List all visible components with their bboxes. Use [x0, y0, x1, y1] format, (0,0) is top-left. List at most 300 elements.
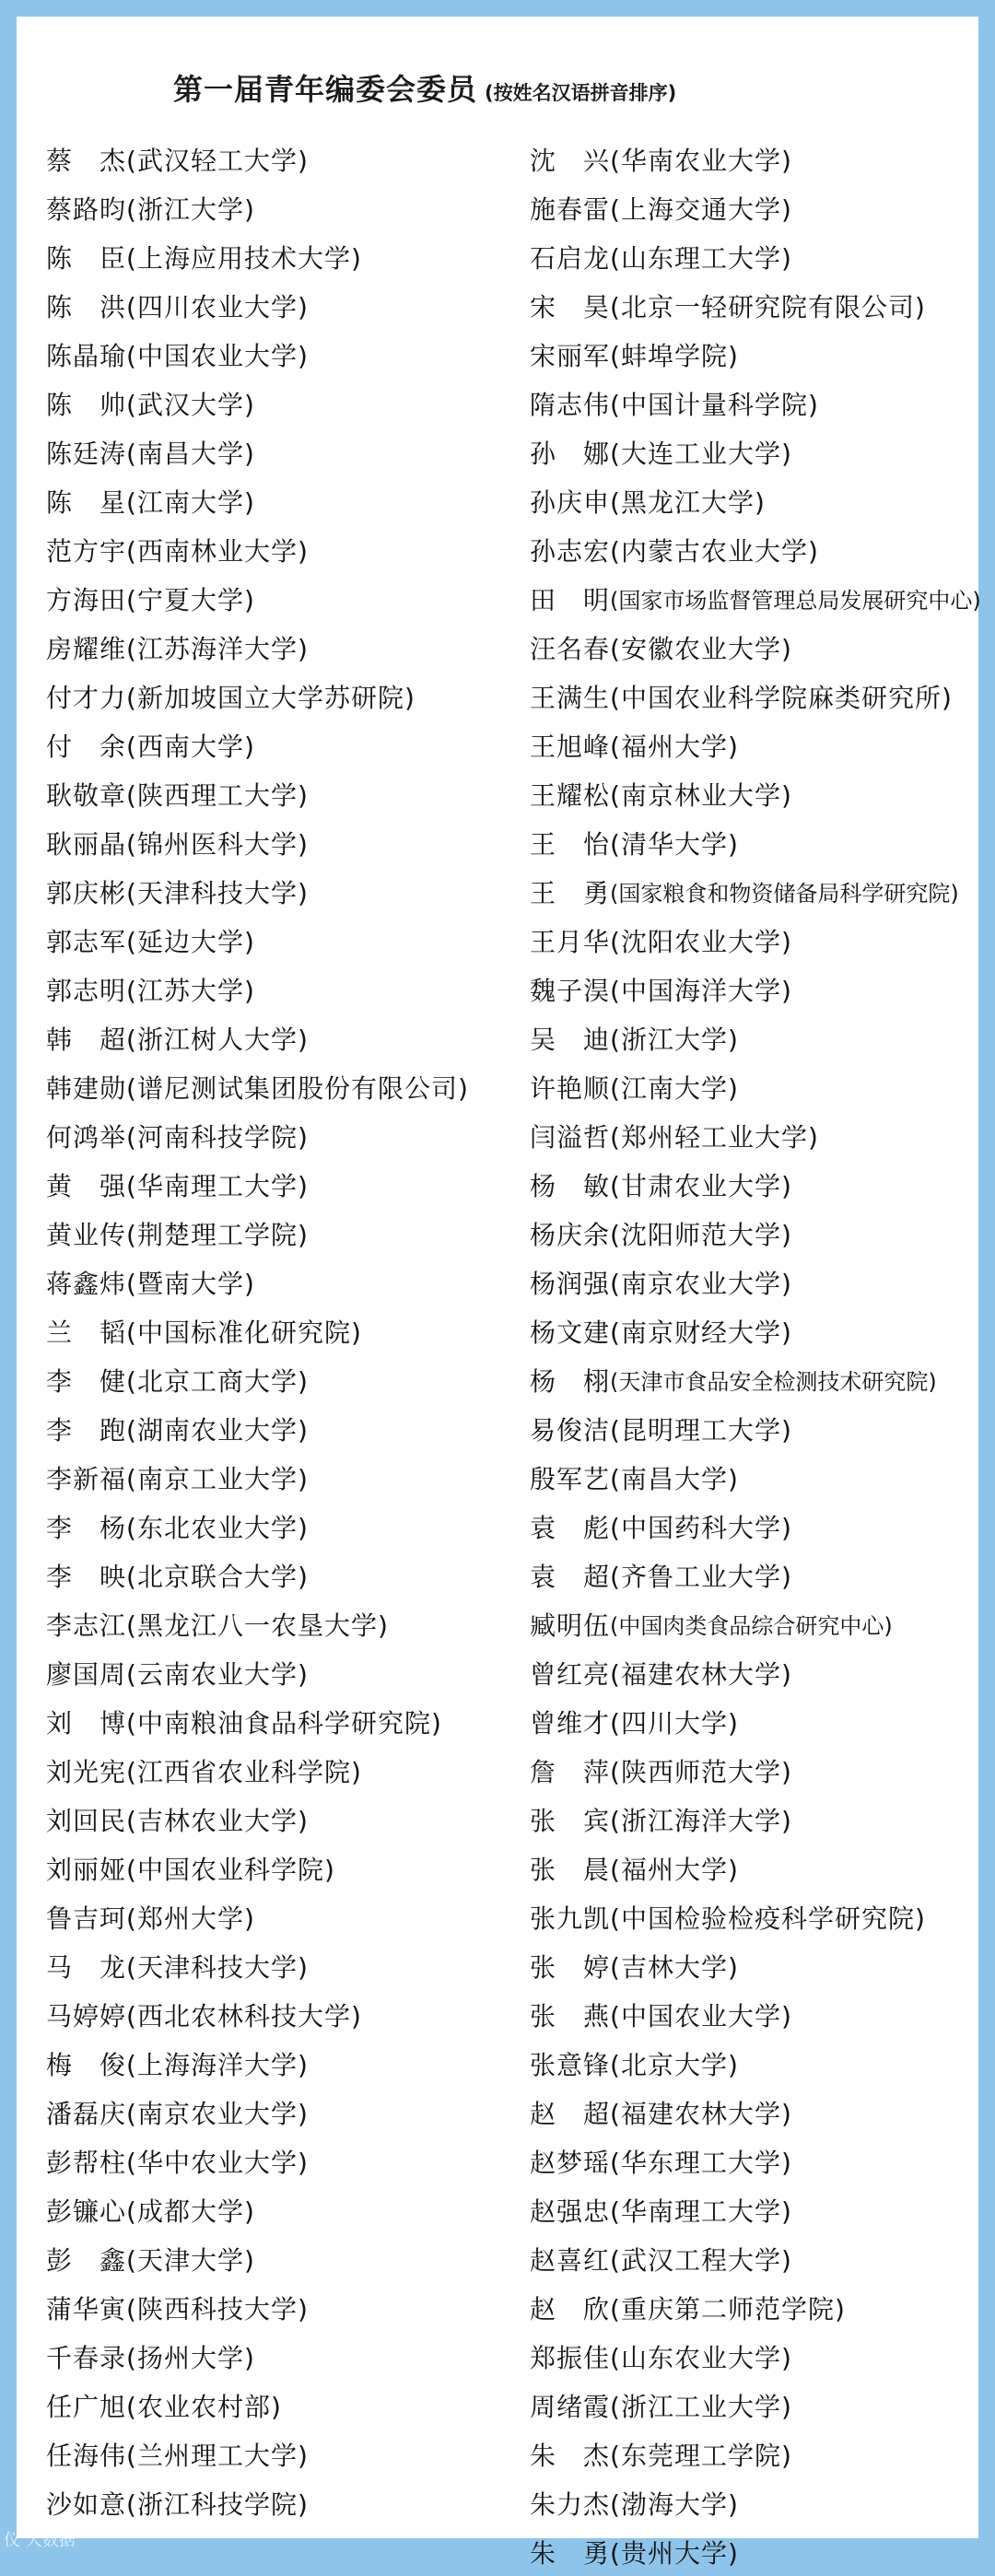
- member-row: [46, 1892, 469, 1941]
- member-affiliation: ( 安徽农业大学 ): [610, 629, 792, 666]
- member-affiliation: ( 北京大学 ): [610, 2045, 739, 2082]
- member-name: 王旭峰: [530, 727, 610, 764]
- member-row: [530, 2185, 981, 2234]
- member-affiliation: ( 中国农业科学院麻类研究所 ): [610, 678, 953, 715]
- member-row: [46, 1306, 469, 1355]
- member-row: [530, 1160, 981, 1209]
- member-name: 彭帮柱: [46, 2143, 126, 2180]
- member-affiliation: ( 浙江工业大学 ): [610, 2387, 792, 2424]
- member-name: 施春雷: [530, 190, 610, 227]
- member-affiliation: ( 东莞理工学院 ): [610, 2436, 792, 2473]
- member-name: 沙如意: [46, 2485, 126, 2522]
- member-affiliation: ( 中国海洋大学 ): [610, 971, 792, 1008]
- member-column-left: [46, 135, 469, 2527]
- member-affiliation: ( 南京农业大学 ): [610, 1264, 792, 1301]
- member-name: 詹 萍: [530, 1752, 610, 1789]
- member-affiliation: ( 清华大学 ): [610, 825, 739, 861]
- member-affiliation: ( 国家市场监督管理总局发展研究中心 ): [610, 582, 981, 615]
- member-name: 潘磊庆: [46, 2094, 126, 2131]
- member-affiliation: ( 华南理工大学 ): [126, 1166, 309, 1203]
- member-row: [530, 525, 981, 574]
- member-affiliation: ( 甘肃农业大学 ): [610, 1166, 792, 1203]
- member-name: 黄 强: [46, 1166, 126, 1203]
- member-row: [46, 1062, 469, 1111]
- member-affiliation: ( 农业农村部 ): [126, 2387, 282, 2424]
- member-name: 曾维才: [530, 1704, 610, 1740]
- member-row: [46, 818, 469, 867]
- member-affiliation: ( 江苏海洋大学 ): [126, 629, 309, 666]
- member-affiliation: ( 锦州医科大学 ): [126, 825, 309, 861]
- member-affiliation: ( 西南林业大学 ): [126, 532, 309, 568]
- member-row: [530, 1209, 981, 1258]
- member-row: [530, 1013, 981, 1062]
- member-name: 杨 栩: [530, 1362, 610, 1399]
- member-affiliation: ( 天津科技大学 ): [126, 873, 309, 910]
- member-affiliation: ( 福州大学 ): [610, 727, 739, 764]
- member-name: 陈 帅: [46, 385, 126, 422]
- member-name: 马 龙: [46, 1948, 126, 1985]
- member-name: 张 晨: [530, 1850, 610, 1887]
- member-row: [530, 1258, 981, 1306]
- member-row: [46, 427, 469, 476]
- header: [173, 66, 676, 109]
- member-row: [530, 769, 981, 818]
- member-name: 孙 娜: [530, 434, 610, 471]
- member-affiliation: ( 华东理工大学 ): [610, 2143, 792, 2180]
- member-name: 耿丽晶: [46, 825, 126, 861]
- member-affiliation: ( 山东农业大学 ): [610, 2338, 792, 2375]
- member-name: 杨润强: [530, 1264, 610, 1301]
- member-row: [530, 476, 981, 525]
- member-name: 韩建勋: [46, 1069, 126, 1106]
- member-row: [46, 2088, 469, 2137]
- member-name: 蒋鑫炜: [46, 1264, 126, 1301]
- member-name: 陈 星: [46, 483, 126, 520]
- member-row: [46, 1453, 469, 1502]
- member-name: 方海田: [46, 580, 126, 617]
- member-affiliation: ( 江苏大学 ): [126, 971, 255, 1008]
- member-affiliation: ( 郑州大学 ): [126, 1899, 255, 1936]
- member-name: 任广旭: [46, 2387, 126, 2424]
- member-row: [530, 2430, 981, 2478]
- member-affiliation: ( 中国标准化研究院 ): [126, 1313, 362, 1350]
- member-name: 兰 韬: [46, 1313, 126, 1350]
- sort-note: (按姓名汉语拼音排序): [485, 78, 676, 106]
- member-name: 刘光宪: [46, 1752, 126, 1789]
- member-name: 李 映: [46, 1557, 126, 1594]
- member-affiliation: ( 北京联合大学 ): [126, 1557, 309, 1594]
- member-name: 郭志军: [46, 922, 126, 959]
- member-row: [46, 769, 469, 818]
- member-affiliation: ( 西南大学 ): [126, 727, 255, 764]
- member-row: [46, 1502, 469, 1551]
- member-name: 陈 臣: [46, 239, 126, 275]
- member-name: 耿敬章: [46, 776, 126, 813]
- member-affiliation: ( 四川大学 ): [610, 1704, 739, 1740]
- member-row: [46, 2039, 469, 2088]
- member-name: 田 明: [530, 580, 610, 617]
- member-affiliation: ( 贵州大学 ): [610, 2534, 739, 2570]
- member-name: 赵 欣: [530, 2289, 610, 2326]
- member-row: [46, 867, 469, 916]
- member-affiliation: ( 浙江大学 ): [610, 1020, 739, 1057]
- member-row: [46, 183, 469, 232]
- member-row: [46, 1355, 469, 1404]
- member-row: [530, 1746, 981, 1795]
- member-name: 闫溢哲: [530, 1118, 610, 1154]
- member-name: 张 婷: [530, 1948, 610, 1985]
- member-affiliation: ( 四川农业大学 ): [126, 287, 309, 324]
- member-row: [530, 672, 981, 720]
- member-row: [46, 1697, 469, 1746]
- member-affiliation: ( 福州大学 ): [610, 1850, 739, 1887]
- member-row: [530, 1697, 981, 1746]
- member-row: [530, 2527, 981, 2576]
- member-row: [46, 1990, 469, 2039]
- member-name: 郭庆彬: [46, 873, 126, 910]
- member-affiliation: ( 南昌大学 ): [610, 1459, 739, 1496]
- member-name: 张 燕: [530, 1996, 610, 2033]
- member-row: [530, 720, 981, 769]
- member-affiliation: ( 扬州大学 ): [126, 2338, 255, 2375]
- member-row: [46, 574, 469, 623]
- member-affiliation: ( 新加坡国立大学苏研院 ): [126, 678, 416, 715]
- member-affiliation: ( 中国农业科学院 ): [126, 1850, 335, 1887]
- member-affiliation: ( 武汉工程大学 ): [610, 2241, 792, 2277]
- member-row: [530, 2088, 981, 2137]
- member-name: 任海伟: [46, 2436, 126, 2473]
- member-name: 赵 超: [530, 2094, 610, 2131]
- member-name: 宋丽军: [530, 336, 610, 373]
- member-row: [46, 2137, 469, 2185]
- member-row: [46, 1746, 469, 1795]
- member-affiliation: ( 荆楚理工学院 ): [126, 1215, 309, 1252]
- member-row: [46, 2332, 469, 2381]
- member-row: [46, 330, 469, 379]
- member-name: 魏子淏: [530, 971, 610, 1008]
- member-row: [530, 818, 981, 867]
- member-affiliation: ( 齐鲁工业大学 ): [610, 1557, 792, 1594]
- member-affiliation: ( 天津大学 ): [126, 2241, 255, 2277]
- member-row: [46, 1209, 469, 1258]
- member-name: 隋志伟: [530, 385, 610, 422]
- member-row: [46, 2283, 469, 2332]
- member-name: 何鸿举: [46, 1118, 126, 1154]
- member-name: 王 怡: [530, 825, 610, 861]
- member-affiliation: ( 国家粮食和物资储备局科学研究院 ): [610, 875, 959, 907]
- member-name: 易俊洁: [530, 1411, 610, 1447]
- member-row: [530, 867, 981, 916]
- member-affiliation: ( 宁夏大学 ): [126, 580, 255, 617]
- member-name: 付才力: [46, 678, 126, 715]
- member-name: 石启龙: [530, 239, 610, 275]
- member-name: 李志江: [46, 1606, 126, 1643]
- member-row: [530, 1892, 981, 1941]
- member-affiliation: ( 东北农业大学 ): [126, 1508, 309, 1545]
- member-name: 宋 昊: [530, 287, 610, 324]
- member-name: 张九凯: [530, 1899, 610, 1936]
- member-affiliation: ( 江南大学 ): [126, 483, 255, 520]
- member-affiliation: ( 南京财经大学 ): [610, 1313, 792, 1350]
- member-row: [46, 476, 469, 525]
- member-affiliation: ( 北京工商大学 ): [126, 1362, 309, 1399]
- member-name: 刘丽娅: [46, 1850, 126, 1887]
- member-name: 郑振佳: [530, 2338, 610, 2375]
- member-affiliation: ( 陕西科技大学 ): [126, 2289, 309, 2326]
- member-row: [530, 2234, 981, 2283]
- member-row: [530, 379, 981, 427]
- member-name: 孙庆申: [530, 483, 610, 520]
- member-row: [530, 1306, 981, 1355]
- member-affiliation: ( 中国农业大学 ): [126, 336, 309, 373]
- member-name: 杨 敏: [530, 1166, 610, 1203]
- member-name: 周绪霞: [530, 2387, 610, 2424]
- member-affiliation: ( 蚌埠学院 ): [610, 336, 739, 373]
- member-row: [46, 1599, 469, 1648]
- member-affiliation: ( 上海应用技术大学 ): [126, 239, 362, 275]
- member-row: [530, 2283, 981, 2332]
- member-affiliation: ( 渤海大学 ): [610, 2485, 739, 2522]
- member-affiliation: ( 华南理工大学 ): [610, 2192, 792, 2229]
- member-row: [530, 1844, 981, 1892]
- member-name: 陈晶瑜: [46, 336, 126, 373]
- member-row: [530, 2039, 981, 2088]
- member-row: [46, 1648, 469, 1697]
- member-row: [530, 330, 981, 379]
- member-affiliation: ( 江南大学 ): [610, 1069, 739, 1106]
- member-row: [46, 1013, 469, 1062]
- member-row: [530, 281, 981, 330]
- member-row: [46, 525, 469, 574]
- member-affiliation: ( 中国计量科学院 ): [610, 385, 819, 422]
- member-name: 房耀维: [46, 629, 126, 666]
- member-name: 蔡路昀: [46, 190, 126, 227]
- member-affiliation: ( 西北农林科技大学 ): [126, 1996, 362, 2033]
- member-affiliation: ( 福建农林大学 ): [610, 1655, 792, 1692]
- member-name: 王耀松: [530, 776, 610, 813]
- member-row: [46, 2234, 469, 2283]
- member-row: [530, 574, 981, 623]
- member-name: 汪名春: [530, 629, 610, 666]
- member-affiliation: ( 浙江树人大学 ): [126, 1020, 309, 1057]
- member-affiliation: ( 暨南大学 ): [126, 1264, 255, 1301]
- member-row: [530, 2332, 981, 2381]
- member-row: [46, 1795, 469, 1844]
- member-affiliation: ( 内蒙古农业大学 ): [610, 532, 819, 568]
- member-row: [530, 1795, 981, 1844]
- member-name: 张 宾: [530, 1801, 610, 1838]
- member-affiliation: ( 上海交通大学 ): [610, 190, 792, 227]
- member-name: 吴 迪: [530, 1020, 610, 1057]
- member-name: 王满生: [530, 678, 610, 715]
- member-row: [530, 1404, 981, 1453]
- member-name: 李 杨: [46, 1508, 126, 1545]
- member-name: 袁 彪: [530, 1508, 610, 1545]
- member-row: [530, 135, 981, 183]
- member-row: [530, 916, 981, 965]
- member-name: 刘 博: [46, 1704, 126, 1740]
- member-affiliation: ( 江西省农业科学院 ): [126, 1752, 362, 1789]
- member-name: 袁 超: [530, 1557, 610, 1594]
- member-affiliation: ( 中国肉类食品综合研究中心 ): [610, 1608, 893, 1640]
- member-row: [530, 1502, 981, 1551]
- member-affiliation: ( 天津科技大学 ): [126, 1948, 309, 1985]
- member-row: [46, 2478, 469, 2527]
- member-name: 彭镰心: [46, 2192, 126, 2229]
- member-affiliation: ( 河南科技学院 ): [126, 1118, 309, 1154]
- member-row: [46, 379, 469, 427]
- member-name: 王月华: [530, 922, 610, 959]
- member-row: [46, 623, 469, 672]
- member-name: 陈 洪: [46, 287, 126, 324]
- member-affiliation: ( 中国农业大学 ): [610, 1996, 792, 2033]
- member-name: 朱力杰: [530, 2485, 610, 2522]
- member-row: [530, 1355, 981, 1404]
- member-name: 朱 杰: [530, 2436, 610, 2473]
- page-title: 第一届青年编委会委员: [173, 66, 477, 109]
- member-name: 鲁吉珂: [46, 1899, 126, 1936]
- member-row: [46, 232, 469, 281]
- member-affiliation: ( 天津市食品安全检测技术研究院 ): [610, 1364, 937, 1396]
- member-row: [530, 2478, 981, 2527]
- member-name: 蒲华寅: [46, 2289, 126, 2326]
- member-name: 朱 勇: [530, 2534, 610, 2570]
- member-affiliation: ( 中国检验检疫科学研究院 ): [610, 1899, 926, 1936]
- member-affiliation: ( 兰州理工大学 ): [126, 2436, 309, 2473]
- member-row: [530, 183, 981, 232]
- member-row: [530, 2137, 981, 2185]
- member-affiliation: ( 南京农业大学 ): [126, 2094, 309, 2131]
- member-affiliation: ( 上海海洋大学 ): [126, 2045, 309, 2082]
- member-row: [530, 965, 981, 1013]
- member-name: 廖国周: [46, 1655, 126, 1692]
- member-affiliation: ( 昆明理工大学 ): [610, 1411, 792, 1447]
- member-name: 许艳顺: [530, 1069, 610, 1106]
- member-affiliation: ( 陕西理工大学 ): [126, 776, 309, 813]
- member-name: 陈廷涛: [46, 434, 126, 471]
- member-affiliation: ( 武汉大学 ): [126, 385, 255, 422]
- member-name: 范方宇: [46, 532, 126, 568]
- member-affiliation: ( 大连工业大学 ): [610, 434, 792, 471]
- member-affiliation: ( 华南农业大学 ): [610, 141, 792, 178]
- member-row: [46, 1111, 469, 1160]
- member-name: 千春录: [46, 2338, 126, 2375]
- member-affiliation: ( 中南粮油食品科学研究院 ): [126, 1704, 442, 1740]
- member-row: [530, 1111, 981, 1160]
- member-affiliation: ( 郑州轻工业大学 ): [610, 1118, 819, 1154]
- member-affiliation: ( 沈阳农业大学 ): [610, 922, 792, 959]
- member-row: [530, 1062, 981, 1111]
- member-affiliation: ( 吉林农业大学 ): [126, 1801, 309, 1838]
- member-row: [46, 1160, 469, 1209]
- member-row: [46, 135, 469, 183]
- member-name: 梅 俊: [46, 2045, 126, 2082]
- member-name: 韩 超: [46, 1020, 126, 1057]
- member-affiliation: ( 山东理工大学 ): [610, 239, 792, 275]
- member-name: 郭志明: [46, 971, 126, 1008]
- member-affiliation: ( 谱尼测试集团股份有限公司 ): [126, 1069, 469, 1106]
- member-row: [46, 965, 469, 1013]
- member-affiliation: ( 陕西师范大学 ): [610, 1752, 792, 1789]
- member-row: [530, 232, 981, 281]
- member-affiliation: ( 浙江科技学院 ): [126, 2485, 309, 2522]
- member-row: [530, 1648, 981, 1697]
- member-affiliation: ( 中国药科大学 ): [610, 1508, 792, 1545]
- member-row: [46, 916, 469, 965]
- member-row: [530, 1599, 981, 1648]
- member-affiliation: ( 重庆第二师范学院 ): [610, 2289, 846, 2326]
- content-panel: [17, 17, 978, 2538]
- member-row: [530, 623, 981, 672]
- member-name: 殷军艺: [530, 1459, 610, 1496]
- member-name: 马婷婷: [46, 1996, 126, 2033]
- member-affiliation: ( 湖南农业大学 ): [126, 1411, 309, 1447]
- member-row: [46, 2381, 469, 2430]
- member-name: 杨庆余: [530, 1215, 610, 1252]
- member-affiliation: ( 南京林业大学 ): [610, 776, 792, 813]
- member-row: [46, 2430, 469, 2478]
- member-affiliation: ( 北京一轻研究院有限公司 ): [610, 287, 926, 324]
- member-name: 李新福: [46, 1459, 126, 1496]
- member-name: 王 勇: [530, 873, 610, 910]
- member-affiliation: ( 沈阳师范大学 ): [610, 1215, 792, 1252]
- member-name: 臧明伍: [530, 1606, 610, 1643]
- member-affiliation: ( 延边大学 ): [126, 922, 255, 959]
- member-name: 黄业传: [46, 1215, 126, 1252]
- member-affiliation: ( 黑龙江八一农垦大学 ): [126, 1606, 389, 1643]
- member-affiliation: ( 武汉轻工大学 ): [126, 141, 309, 178]
- member-row: [46, 2185, 469, 2234]
- member-row: [46, 1404, 469, 1453]
- member-row: [530, 1990, 981, 2039]
- member-affiliation: ( 福建农林大学 ): [610, 2094, 792, 2131]
- member-name: 李 健: [46, 1362, 126, 1399]
- member-name: 付 余: [46, 727, 126, 764]
- member-name: 沈 兴: [530, 141, 610, 178]
- member-affiliation: ( 南京工业大学 ): [126, 1459, 309, 1496]
- member-row: [46, 1941, 469, 1990]
- member-row: [46, 720, 469, 769]
- member-row: [530, 427, 981, 476]
- member-affiliation: ( 华中农业大学 ): [126, 2143, 309, 2180]
- member-row: [46, 672, 469, 720]
- member-row: [46, 1551, 469, 1599]
- member-name: 曾红亮: [530, 1655, 610, 1692]
- member-affiliation: ( 黑龙江大学 ): [610, 483, 766, 520]
- member-row: [46, 281, 469, 330]
- member-row: [46, 1258, 469, 1306]
- member-affiliation: ( 浙江大学 ): [126, 190, 255, 227]
- member-affiliation: ( 吉林大学 ): [610, 1948, 739, 1985]
- member-name: 彭 鑫: [46, 2241, 126, 2277]
- member-row: [530, 2381, 981, 2430]
- member-affiliation: ( 浙江海洋大学 ): [610, 1801, 792, 1838]
- member-column-right: [530, 135, 981, 2576]
- member-row: [46, 1844, 469, 1892]
- member-affiliation: ( 南昌大学 ): [126, 434, 255, 471]
- member-affiliation: ( 成都大学 ): [126, 2192, 255, 2229]
- member-name: 孙志宏: [530, 532, 610, 568]
- member-name: 杨文建: [530, 1313, 610, 1350]
- member-name: 蔡 杰: [46, 141, 126, 178]
- member-row: [530, 1941, 981, 1990]
- member-affiliation: ( 云南农业大学 ): [126, 1655, 309, 1692]
- member-name: 刘回民: [46, 1801, 126, 1838]
- member-name: 赵强忠: [530, 2192, 610, 2229]
- member-name: 赵梦瑶: [530, 2143, 610, 2180]
- member-name: 赵喜红: [530, 2241, 610, 2277]
- member-row: [530, 1453, 981, 1502]
